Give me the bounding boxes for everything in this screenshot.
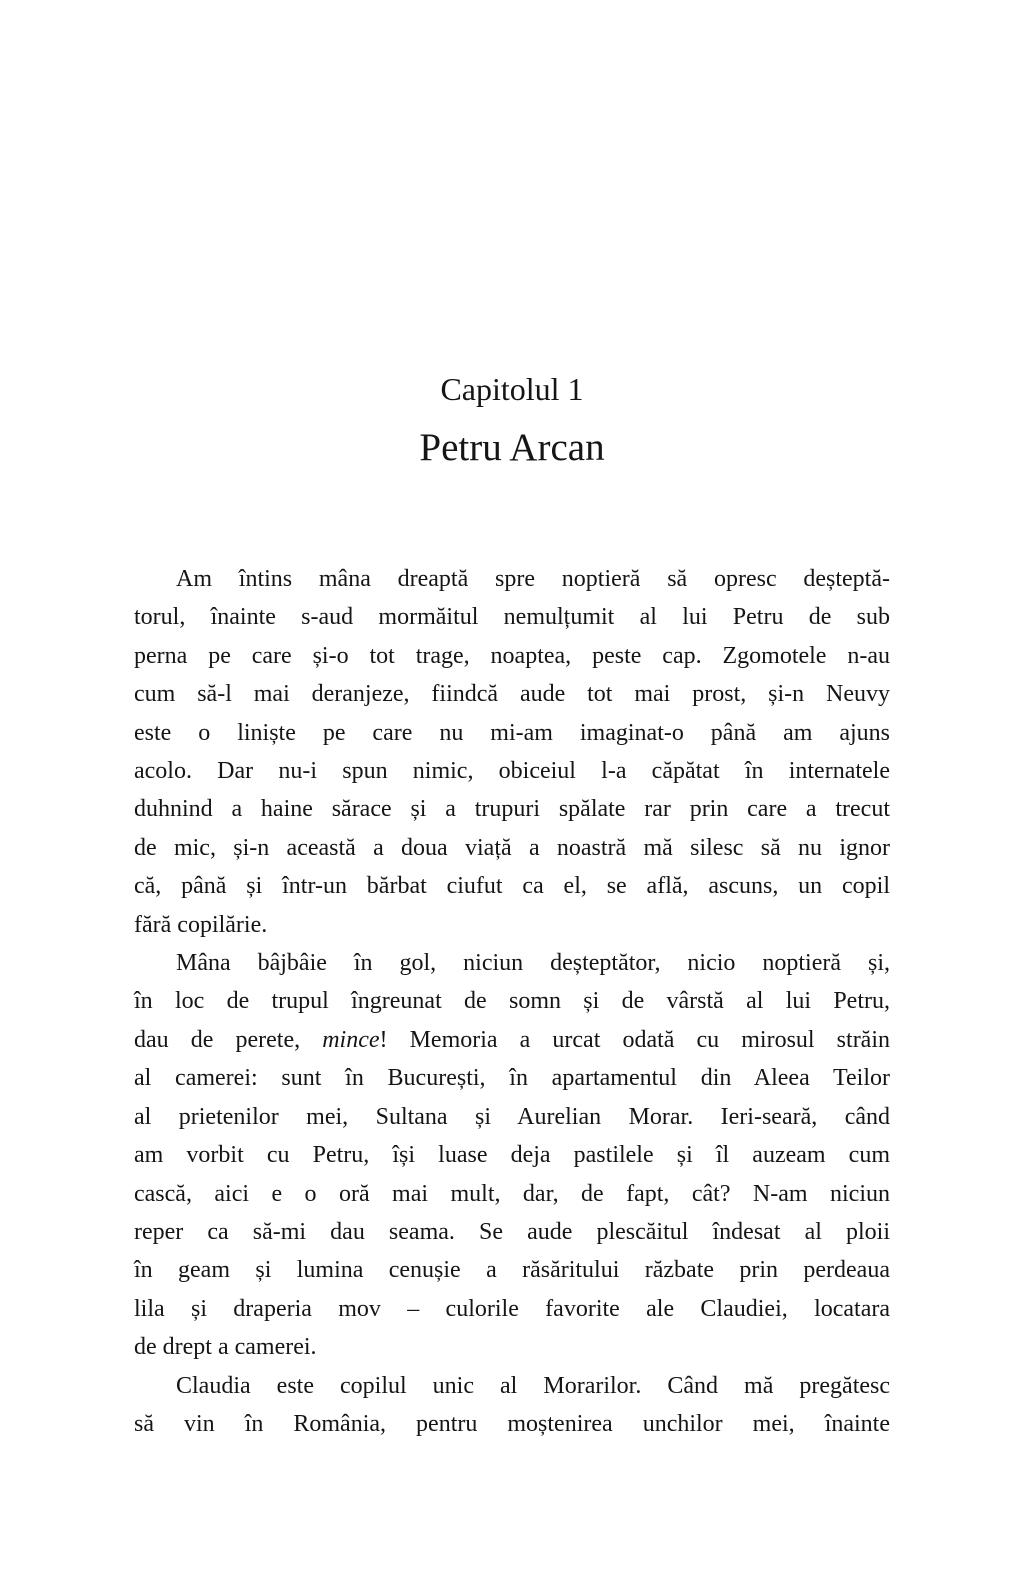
- text-line: [134, 867, 890, 905]
- text-segment: Claudia este copilul unic al Morarilor. Când mă pregătesc: [176, 1372, 890, 1399]
- text-line: [134, 675, 890, 713]
- text-segment: cască, aici e o oră mai mult, dar, de fapt, cât? N-am niciun: [134, 1180, 890, 1207]
- text-segment: torul, înainte s-aud mormăitul nemulțumit al lui Petru de sub: [134, 604, 890, 631]
- paragraph: [134, 1367, 890, 1444]
- text-segment: lila și draperia mov – culorile favorite ale Claudiei, locatara: [134, 1295, 890, 1322]
- chapter-title: Petru Arcan: [419, 426, 605, 469]
- text-line: [134, 1098, 890, 1136]
- text-line: [134, 1290, 890, 1328]
- text-line: [134, 1328, 890, 1366]
- text-segment: duhnind a haine sărace și a trupuri spălate rar prin care a trecut: [134, 796, 890, 823]
- text-segment: al camerei: sunt în București, în apartamentul din Aleea Teilor: [134, 1065, 890, 1092]
- text-segment: perna pe care și-o tot trage, noaptea, peste cap. Zgomotele n-au: [134, 642, 890, 669]
- text-segment: în geam și lumina cenușie a răsăritului răzbate prin perdeaua: [134, 1257, 890, 1284]
- text-line: [134, 560, 890, 598]
- text-line: [134, 1405, 890, 1443]
- text-line: [134, 637, 890, 675]
- paragraph: [134, 944, 890, 1366]
- chapter-heading: Capitolul 1: [440, 371, 584, 407]
- text-line: [134, 982, 890, 1020]
- text-line: [134, 790, 890, 828]
- text-segment: al prietenilor mei, Sultana și Aurelian Morar. Ieri-seară, când: [134, 1103, 890, 1130]
- text-line: [134, 598, 890, 636]
- text-segment: dau de perete,: [134, 1026, 323, 1053]
- text-line: [134, 1367, 890, 1405]
- text-line: [134, 752, 890, 790]
- text-segment: să vin în România, pentru moștenirea unchilor mei, înainte: [134, 1410, 890, 1437]
- text-segment: este o liniște pe care nu mi-am imaginat-o până am ajuns: [134, 719, 890, 746]
- text-segment: de drept a camerei.: [134, 1334, 317, 1361]
- text-line: [134, 1059, 890, 1097]
- text-line: [134, 944, 890, 982]
- text-segment: cum să-l mai deranjeze, fiindcă aude tot mai prost, și-n Neuvy: [134, 681, 890, 708]
- text-segment: Am întins mâna dreaptă spre noptieră să opresc deșteptă-: [176, 566, 890, 592]
- text-segment: acolo. Dar nu-i spun nimic, obiceiul l-a căpătat în internatele: [134, 758, 890, 785]
- text-segment: că, până și într-un bărbat ciufut ca el, se află, ascuns, un copil: [134, 873, 890, 900]
- text-segment: Mâna bâjbâie în gol, niciun deșteptător, nicio noptieră și,: [176, 950, 890, 977]
- text-line: [134, 1021, 890, 1059]
- text-segment: de mic, și-n această a doua viață a noastră mă silesc să nu ignor: [134, 834, 890, 861]
- text-line: [134, 1136, 890, 1174]
- text-segment: ! Memoria a urcat odată cu mirosul străin: [379, 1026, 891, 1053]
- paragraph: [134, 560, 890, 944]
- italic-text-segment: mince: [322, 1026, 380, 1053]
- text-line: [134, 714, 890, 752]
- text-line: [134, 1175, 890, 1213]
- text-segment: reper ca să-mi dau seama. Se aude plescăitul îndesat al ploii: [134, 1218, 890, 1245]
- text-segment: am vorbit cu Petru, își luase deja pastilele și îl auzeam cum: [134, 1142, 890, 1169]
- text-line: [134, 829, 890, 867]
- text-segment: în loc de trupul îngreunat de somn și de vârstă al lui Petru,: [134, 988, 890, 1015]
- text-line: [134, 1213, 890, 1251]
- text-block: [134, 560, 890, 1443]
- text-line: [134, 1251, 890, 1289]
- text-line: [134, 906, 890, 944]
- text-segment: fără copilărie.: [134, 911, 268, 938]
